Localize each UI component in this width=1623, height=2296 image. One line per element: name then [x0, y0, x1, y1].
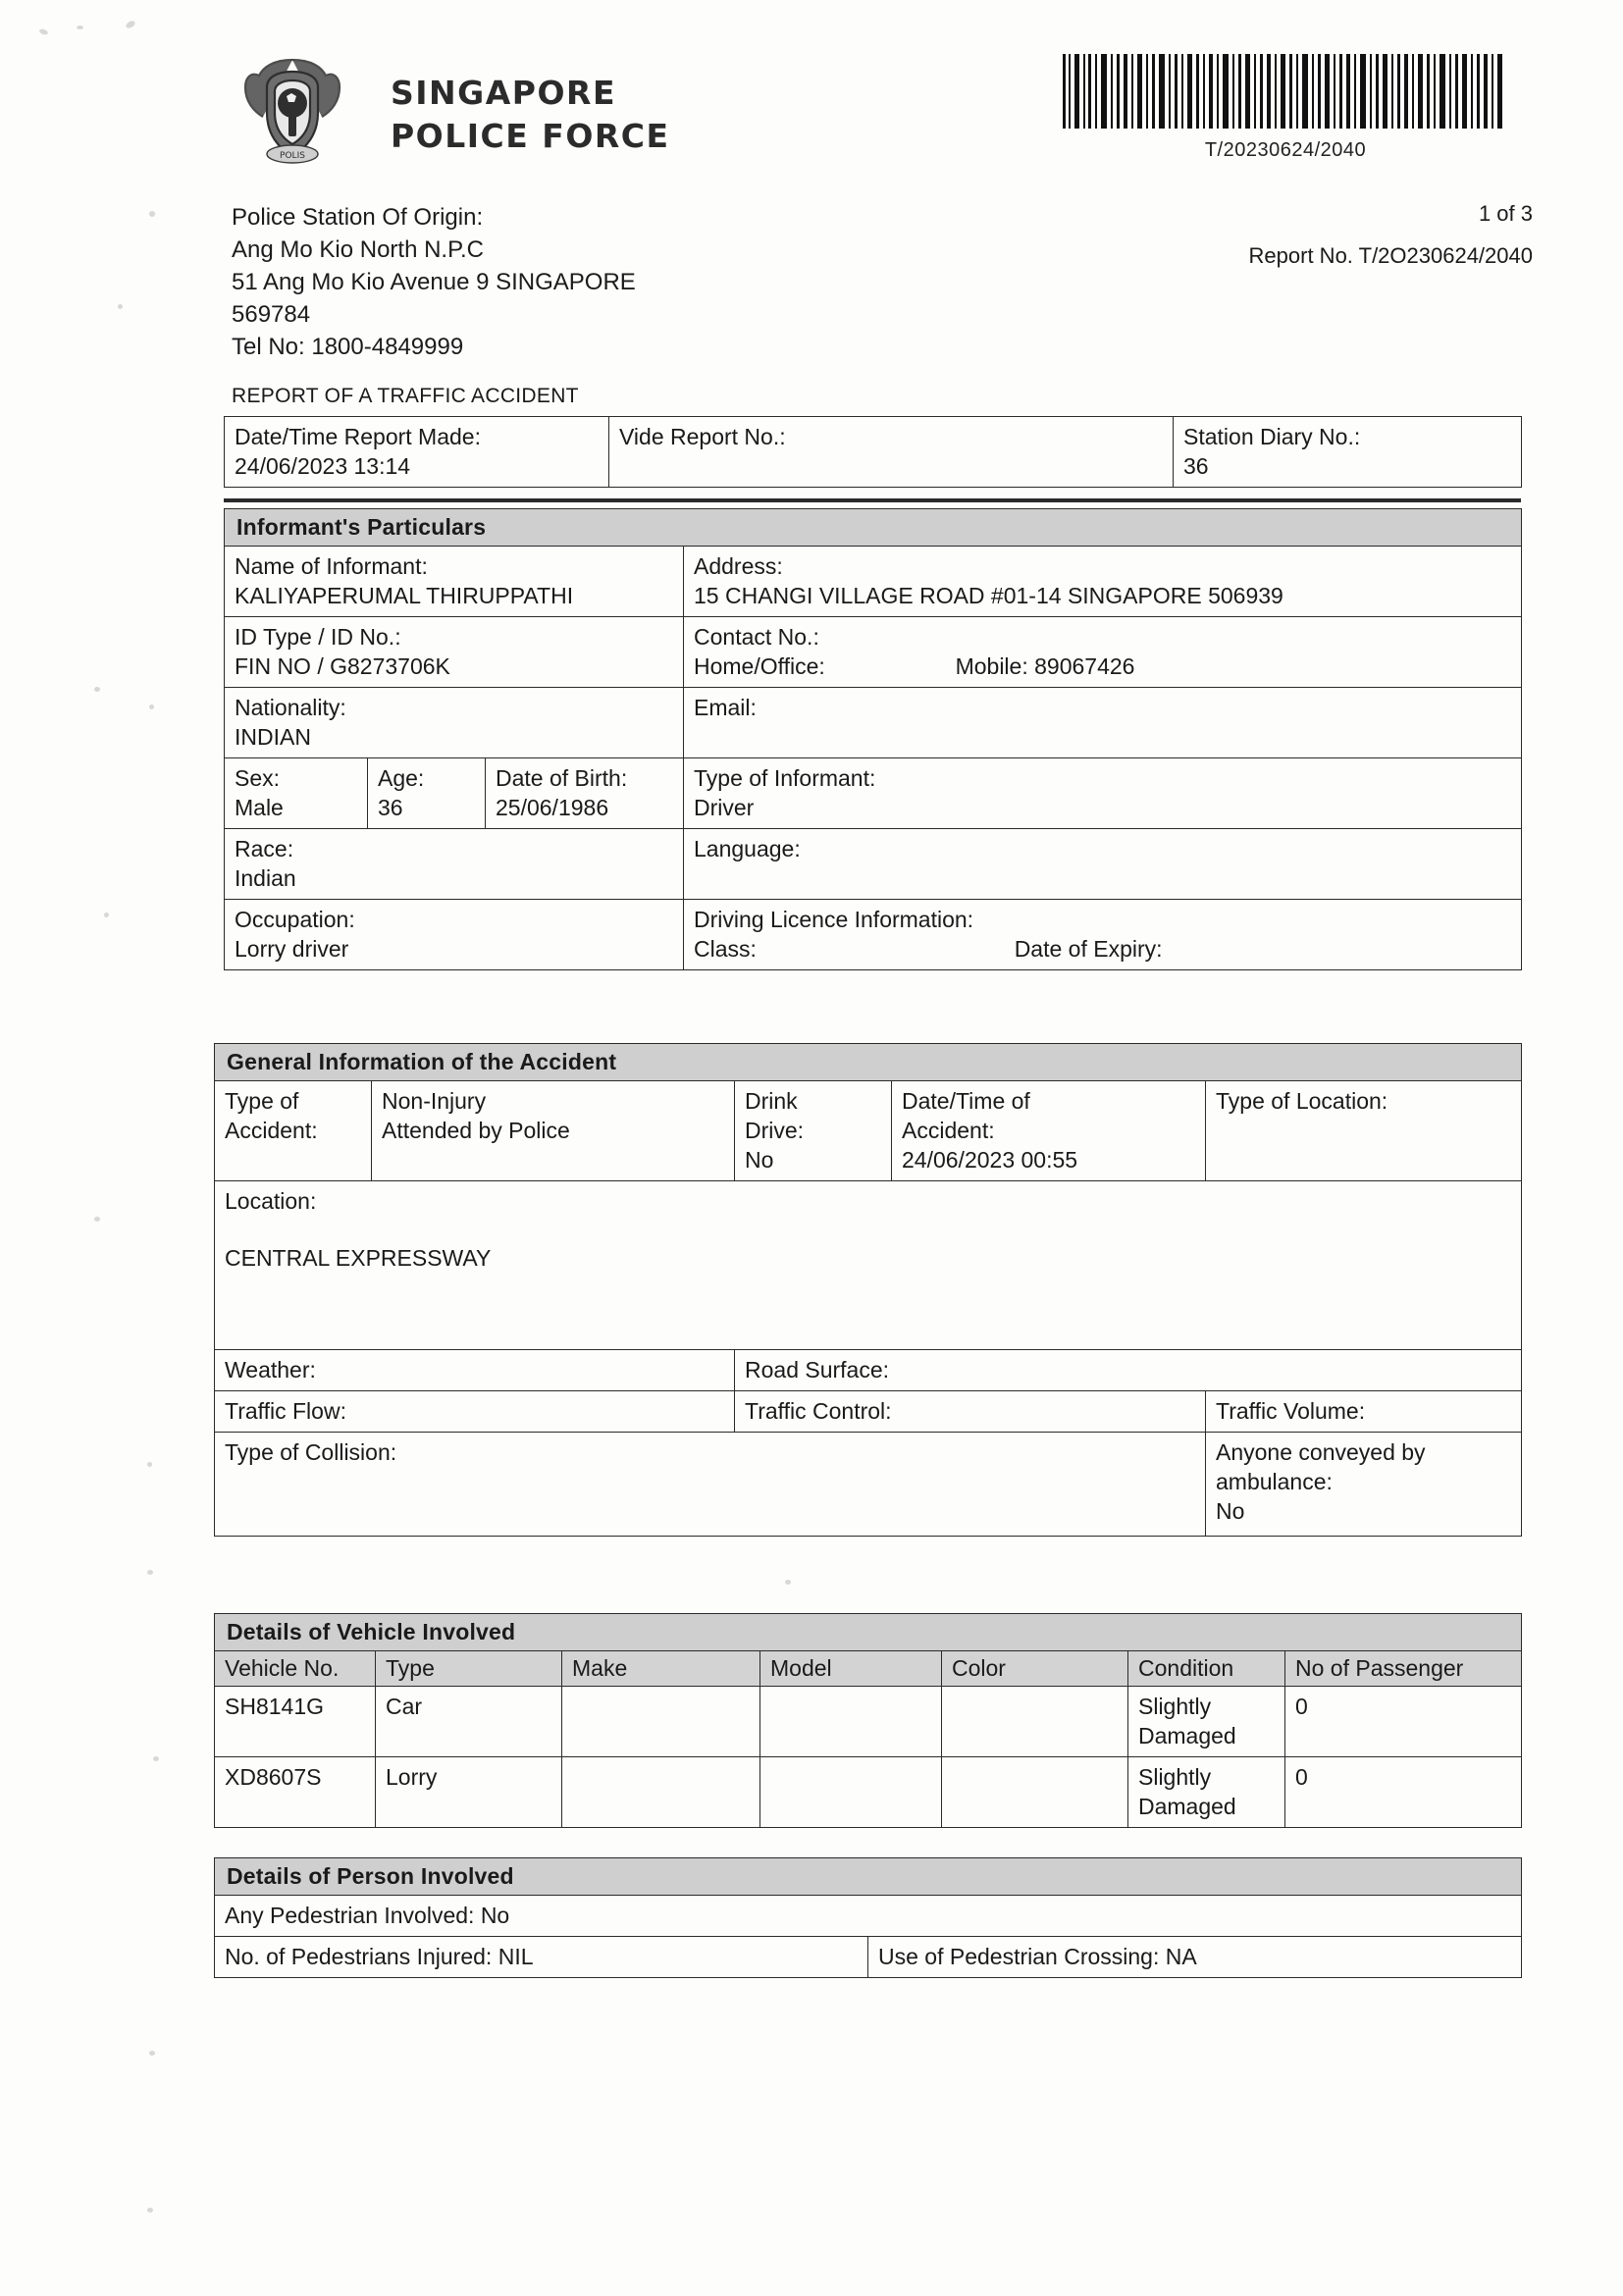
- vehicle-make-value: [562, 1757, 760, 1828]
- informant-address-label: Address:: [694, 553, 783, 579]
- column-header-no-of-passenger: No of Passenger: [1285, 1651, 1522, 1687]
- traffic-volume-label: Traffic Volume:: [1216, 1398, 1366, 1424]
- accident-datetime-label-line2: Accident:: [902, 1118, 995, 1143]
- scan-speck: [118, 304, 123, 309]
- informant-type-label: Type of Informant:: [694, 765, 876, 791]
- vehicle-color-value: [942, 1687, 1128, 1757]
- table-row: [225, 829, 1522, 900]
- table-row: [215, 1937, 1522, 1978]
- vehicle-no-value: SH8141G: [215, 1687, 376, 1757]
- cell-informant-email: [684, 688, 1522, 758]
- scan-speck: [149, 211, 155, 217]
- page-title: REPORT OF A TRAFFIC ACCIDENT: [232, 385, 579, 407]
- cell-informant-name: [225, 547, 684, 617]
- scan-speck: [147, 2208, 153, 2213]
- cell-station-diary-no: [1174, 417, 1522, 488]
- org-line-1: SINGAPORE: [391, 74, 616, 112]
- station-diary-no-label: Station Diary No.:: [1183, 424, 1361, 449]
- scan-speck: [149, 704, 154, 709]
- informant-home-office-label: Home/Office:: [694, 653, 825, 679]
- vehicle-table-header-row: [215, 1651, 1522, 1687]
- cell-type-of-accident-value: [372, 1081, 735, 1181]
- section-header-persons: [215, 1858, 1522, 1896]
- station-telephone: Tel No: 1800-4849999: [232, 334, 464, 360]
- informant-dob-label: Date of Birth:: [496, 765, 628, 791]
- informant-idtype-value: FIN NO / G8273706K: [235, 653, 450, 679]
- cell-datetime-report-made: [225, 417, 609, 488]
- cell-informant-language: [684, 829, 1522, 900]
- cell-informant-dob: [486, 758, 684, 829]
- informant-name-value: KALIYAPERUMAL THIRUPPATHI: [235, 583, 574, 608]
- cell-drink-drive: [735, 1081, 892, 1181]
- scan-speck: [153, 1756, 159, 1761]
- vehicles-section-title: Details of Vehicle Involved: [215, 1614, 1522, 1651]
- informant-sex-label: Sex:: [235, 765, 281, 791]
- column-header-make: Make: [562, 1651, 760, 1687]
- drink-drive-label-line2: Drive:: [745, 1118, 805, 1143]
- report-made-table: [224, 416, 1522, 488]
- vehicle-no-value: XD8607S: [215, 1757, 376, 1828]
- informant-section-title: Informant's Particulars: [225, 509, 1522, 547]
- informant-contact-label: Contact No.:: [694, 624, 819, 650]
- scan-speck: [125, 20, 136, 29]
- scan-speck: [785, 1580, 791, 1585]
- type-accident-value-line1: Non-Injury: [382, 1088, 487, 1114]
- cell-informant-race: [225, 829, 684, 900]
- pedestrian-crossing-use: Use of Pedestrian Crossing: NA: [868, 1937, 1522, 1978]
- column-header-model: Model: [760, 1651, 942, 1687]
- cell-location: [215, 1181, 1522, 1350]
- table-row: [225, 688, 1522, 758]
- any-pedestrian-involved: Any Pedestrian Involved: No: [215, 1896, 1522, 1937]
- column-header-vehicle-no: Vehicle No.: [215, 1651, 376, 1687]
- informant-dob-value: 25/06/1986: [496, 795, 609, 820]
- cell-type-of-accident-label: [215, 1081, 372, 1181]
- table-row: [215, 1181, 1522, 1350]
- vehicle-details-table: [214, 1613, 1522, 1828]
- informant-race-label: Race:: [235, 836, 294, 861]
- cell-type-of-location: [1206, 1081, 1522, 1181]
- pedestrians-injured: No. of Pedestrians Injured: NIL: [215, 1937, 868, 1978]
- svg-text:POLIS: POLIS: [280, 151, 305, 161]
- informant-occupation-label: Occupation:: [235, 907, 355, 932]
- station-name: Ang Mo Kio North N.P.C: [232, 236, 485, 263]
- scan-speck: [94, 1217, 100, 1222]
- column-header-type: Type: [376, 1651, 562, 1687]
- type-accident-label-line2: Accident:: [225, 1118, 318, 1143]
- vehicle-model-value: [760, 1757, 942, 1828]
- vehicle-make-value: [562, 1687, 760, 1757]
- informant-sex-value: Male: [235, 795, 284, 820]
- informant-race-value: Indian: [235, 865, 296, 891]
- cell-road-surface: [735, 1350, 1522, 1391]
- driving-licence-label: Driving Licence Information:: [694, 907, 974, 932]
- table-row: [215, 1391, 1522, 1433]
- section-divider: [224, 498, 1521, 502]
- org-line-2: POLICE FORCE: [391, 117, 670, 155]
- table-row: [225, 617, 1522, 688]
- informant-language-label: Language:: [694, 836, 801, 861]
- informant-nationality-value: INDIAN: [235, 724, 311, 750]
- station-origin-label: Police Station Of Origin:: [232, 204, 484, 231]
- cell-traffic-volume: [1206, 1391, 1522, 1433]
- table-row: [225, 417, 1522, 488]
- barcode-number: T/20230624/2040: [1204, 139, 1367, 161]
- cell-driving-licence: [684, 900, 1522, 970]
- report-number: Report No. T/2O230624/2040: [1248, 243, 1533, 268]
- ambulance-value: No: [1216, 1498, 1245, 1524]
- barcode-block: [1055, 54, 1516, 162]
- datetime-report-made-value: 24/06/2023 13:14: [235, 453, 411, 479]
- road-surface-label: Road Surface:: [745, 1357, 890, 1383]
- vehicle-type-value: Car: [376, 1687, 562, 1757]
- informant-address-value: 15 CHANGI VILLAGE ROAD #01-14 SINGAPORE 506939: [694, 583, 1283, 608]
- location-label: Location:: [225, 1188, 317, 1214]
- traffic-control-label: Traffic Control:: [745, 1398, 892, 1424]
- barcode-icon: [1061, 54, 1510, 129]
- type-location-label: Type of Location:: [1216, 1088, 1388, 1114]
- station-diary-no-value: 36: [1183, 453, 1209, 479]
- cell-type-of-collision: [215, 1433, 1206, 1537]
- traffic-flow-label: Traffic Flow:: [225, 1398, 346, 1424]
- informant-mobile-value: Mobile: 89067426: [955, 653, 1135, 679]
- scan-speck: [147, 1462, 152, 1467]
- informant-nationality-label: Nationality:: [235, 695, 346, 720]
- ambulance-label-line2: ambulance:: [1216, 1469, 1333, 1494]
- person-details-table: [214, 1857, 1522, 1978]
- vehicle-color-value: [942, 1757, 1128, 1828]
- informant-age-label: Age:: [378, 765, 425, 791]
- vehicle-condition-line1: Slightly: [1138, 1694, 1212, 1719]
- page-indicator: 1 of 3: [1478, 201, 1533, 226]
- ambulance-label-line1: Anyone conveyed by: [1216, 1439, 1426, 1465]
- vide-report-no-label: Vide Report No.:: [619, 424, 786, 449]
- accident-datetime-label-line1: Date/Time of: [902, 1088, 1030, 1114]
- scan-speck: [149, 2051, 155, 2056]
- cell-informant-address: [684, 547, 1522, 617]
- vehicle-passengers-value: 0: [1285, 1687, 1522, 1757]
- type-accident-label-line1: Type of: [225, 1088, 299, 1114]
- table-row: [215, 1687, 1522, 1757]
- cell-vide-report-no: [609, 417, 1174, 488]
- informant-particulars-table: [224, 508, 1522, 970]
- general-information-table: [214, 1043, 1522, 1537]
- type-accident-value-line2: Attended by Police: [382, 1118, 570, 1143]
- vehicle-passengers-value: 0: [1285, 1757, 1522, 1828]
- table-row: [215, 1433, 1522, 1537]
- cell-traffic-flow: [215, 1391, 735, 1433]
- cell-informant-occupation: [225, 900, 684, 970]
- informant-age-value: 36: [378, 795, 403, 820]
- general-section-title: General Information of the Accident: [215, 1044, 1522, 1081]
- cell-informant-idtype: [225, 617, 684, 688]
- table-row: [215, 1350, 1522, 1391]
- vehicle-condition-value: [1128, 1757, 1285, 1828]
- column-header-color: Color: [942, 1651, 1128, 1687]
- informant-name-label: Name of Informant:: [235, 553, 428, 579]
- vehicle-condition-line2: Damaged: [1138, 1723, 1236, 1748]
- scan-speck: [94, 687, 100, 692]
- vehicle-condition-line1: Slightly: [1138, 1764, 1212, 1790]
- informant-occupation-value: Lorry driver: [235, 936, 349, 962]
- scan-speck: [147, 1570, 153, 1575]
- police-crest-icon: [234, 52, 351, 170]
- table-row: [225, 547, 1522, 617]
- cell-ambulance: [1206, 1433, 1522, 1537]
- cell-informant-sex: [225, 758, 368, 829]
- table-row: [225, 758, 1522, 829]
- section-header-general: [215, 1044, 1522, 1081]
- type-collision-label: Type of Collision:: [225, 1439, 397, 1465]
- cell-informant-age: [368, 758, 486, 829]
- section-header-informant: [225, 509, 1522, 547]
- column-header-condition: Condition: [1128, 1651, 1285, 1687]
- document-header: [0, 44, 1623, 182]
- informant-idtype-label: ID Type / ID No.:: [235, 624, 401, 650]
- persons-section-title: Details of Person Involved: [215, 1858, 1522, 1896]
- scan-speck: [77, 26, 83, 29]
- location-value: CENTRAL EXPRESSWAY: [225, 1245, 492, 1271]
- organisation-title: [391, 72, 670, 158]
- vehicle-type-value: Lorry: [376, 1757, 562, 1828]
- cell-informant-contact: [684, 617, 1522, 688]
- vehicle-condition-value: [1128, 1687, 1285, 1757]
- cell-traffic-control: [735, 1391, 1206, 1433]
- table-row: [215, 1081, 1522, 1181]
- table-row: [215, 1757, 1522, 1828]
- licence-expiry-label: Date of Expiry:: [1014, 936, 1163, 962]
- station-postal-code: 569784: [232, 301, 311, 328]
- cell-accident-datetime: [892, 1081, 1206, 1181]
- cell-informant-type: [684, 758, 1522, 829]
- table-row: [225, 900, 1522, 970]
- scan-speck: [38, 28, 48, 36]
- cell-informant-nationality: [225, 688, 684, 758]
- vehicle-condition-line2: Damaged: [1138, 1794, 1236, 1819]
- station-of-origin-block: [232, 201, 636, 363]
- drink-drive-label-line1: Drink: [745, 1088, 798, 1114]
- section-header-vehicles: [215, 1614, 1522, 1651]
- datetime-report-made-label: Date/Time Report Made:: [235, 424, 481, 449]
- table-row: [215, 1896, 1522, 1937]
- weather-label: Weather:: [225, 1357, 316, 1383]
- vehicle-model-value: [760, 1687, 942, 1757]
- cell-weather: [215, 1350, 735, 1391]
- accident-datetime-value: 24/06/2023 00:55: [902, 1147, 1078, 1173]
- licence-class-label: Class:: [694, 936, 757, 962]
- informant-email-label: Email:: [694, 695, 757, 720]
- informant-type-value: Driver: [694, 795, 755, 820]
- station-address: 51 Ang Mo Kio Avenue 9 SINGAPORE: [232, 269, 636, 295]
- scan-speck: [104, 913, 109, 917]
- drink-drive-value: No: [745, 1147, 774, 1173]
